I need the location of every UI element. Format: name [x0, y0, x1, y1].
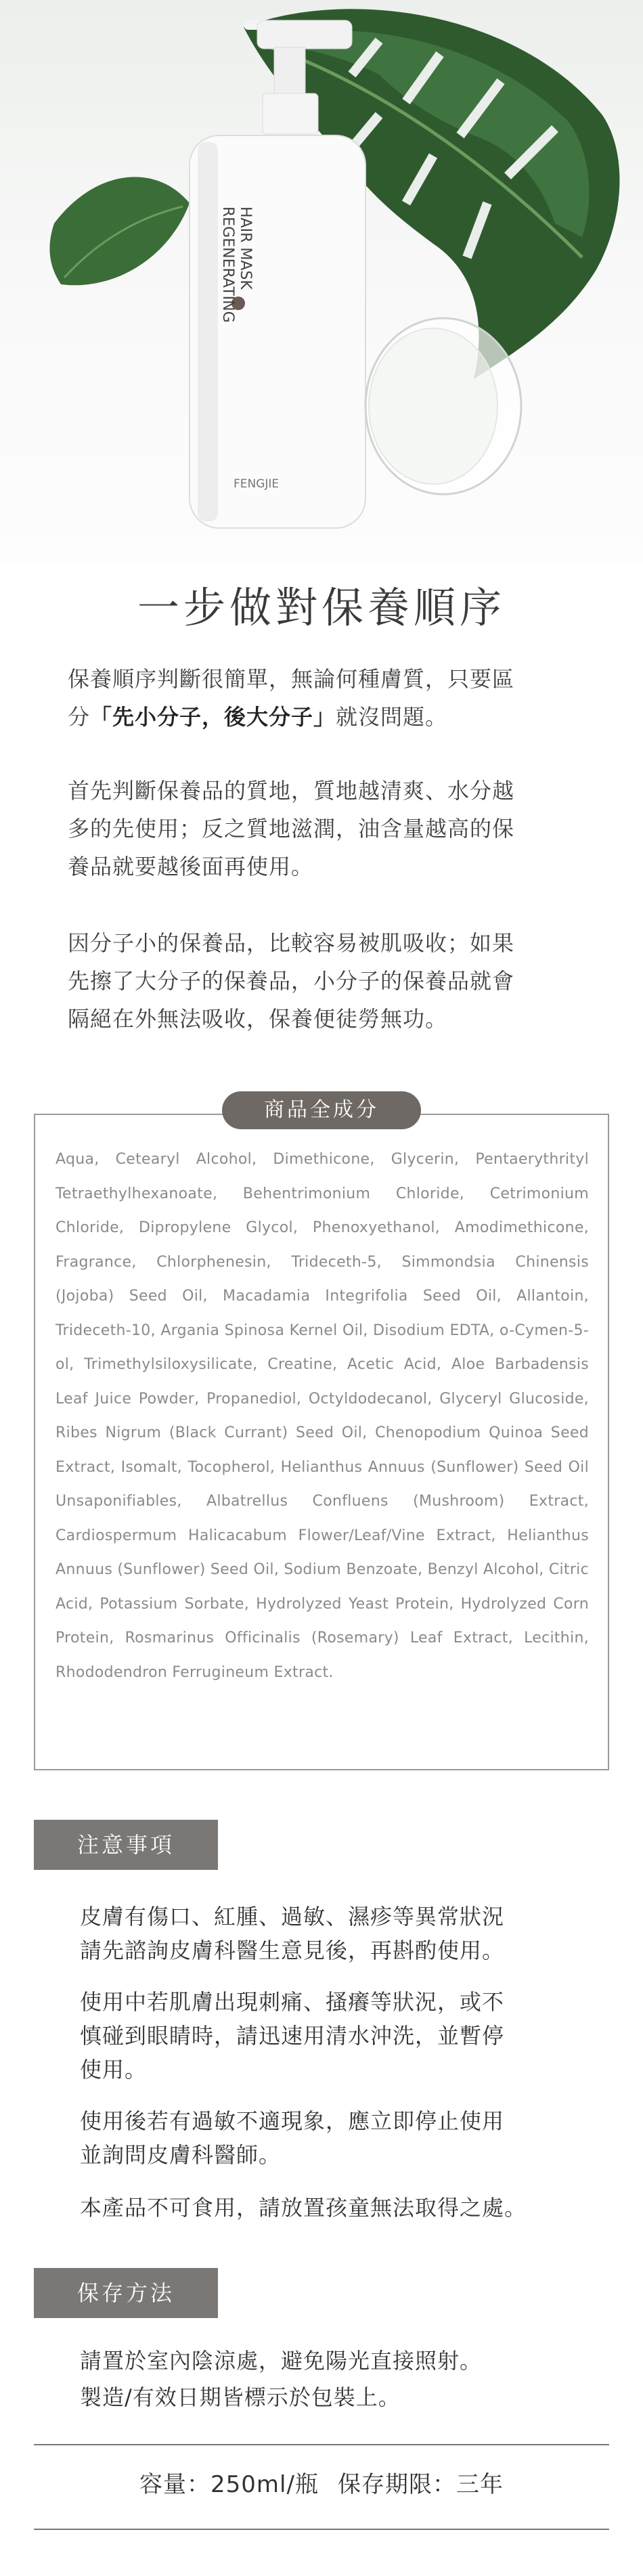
intro-paragraph	[68, 660, 582, 736]
ingredients-list: Aqua, Cetearyl Alcohol, Dimethicone, Glycerin, Pentaerythrityl Tetraethylhexanoate, Behentrimonium Chloride, Cetrimonium Chloride, Dipropylene Glycol, Phenoxyethanol, Amodimethicone, Fragrance, Chlorphenesin, Trideceth-5, Simmondsia Chinensis (Jojoba) Seed Oil, Macadamia Integrifolia Seed Oil, Allantoin, Trideceth-10, Argania Spinosa Kernel Oil, Disodium EDTA, o-Cymen-5-ol, Trimethylsiloxysilicate, Creatine, Acetic Acid, Aloe Barbadensis Leaf Juice Powder, Propanediol, Octyldodecanol, Glyceryl Glucoside, Ribes Nigrum (Black Currant) Seed Oil, Chenopodium Quinoa Seed Extract, Isomalt, Tocopherol, Helianthus Annuus (Sunflower) Seed Oil Unsaponifiables, Albatrellus Confluens (Mushroom) Extract, Cardiospermum Halicacabum Flower/Leaf/Vine Extract, Helianthus Annuus (Sunflower) Seed Oil, Sodium Benzoate, Benzyl Alcohol, Citric Acid, Potassium Sorbate, Hydrolyzed Yeast Protein, Hydrolyzed Corn Protein, Rosmarinus Officinalis (Rosemary) Leaf Extract, Lecithin, Rhododendron Ferrugineum Extract.	[56, 1151, 589, 1681]
hero-illustration	[0, 0, 643, 562]
footer-bottom-divider	[34, 2529, 609, 2530]
hero-product-photo	[0, 0, 643, 562]
capacity-text: 容量：250ml/瓶	[139, 2471, 319, 2498]
footer-top-divider	[34, 2444, 609, 2445]
ingredients-label: 商品全成分	[222, 1091, 421, 1129]
intro-line2: 分「先小分子，後大分子」就沒問題。	[68, 704, 448, 730]
storage-text: 請置於室內陰涼處，避免陽光直接照射。 製造/有效日期皆標示於包裝上。	[80, 2348, 483, 2410]
intro-line1: 保養順序判斷很簡單，無論何種膚質，只要區	[68, 666, 515, 692]
shelf-life-text: 保存期限：三年	[337, 2471, 504, 2498]
glass-disc-illustration	[365, 318, 521, 494]
product-spec-footer	[0, 2464, 643, 2505]
highlight-rule: 「先小分子，後大分子」	[90, 704, 336, 730]
caution-item: 本產品不可食用，請放置孩童無法取得之處。	[80, 2195, 527, 2221]
brand-logo-text: FENGJIE	[234, 477, 280, 491]
absorption-paragraph: 因分子小的保養品，比較容易被肌吸收；如果 先擦了大分子的保養品，小分子的保養品就會 隔絕在外無法吸收，保養便徒勞無功。	[68, 930, 515, 1032]
texture-paragraph: 首先判斷保養品的質地，質地越清爽、水分越 多的先使用；反之質地滋潤，油含量越高的保 養品就要越後面再使用。	[68, 778, 515, 879]
cautions-header: 注意事項	[34, 1820, 218, 1870]
caution-item: 皮膚有傷口、紅腫、過敏、濕疹等異常狀況 請先諮詢皮膚科醫生意見後，再斟酌使用。	[80, 1904, 505, 1963]
caution-item: 使用後若有過敏不適現象，應立即停止使用 並詢問皮膚科醫師。	[80, 2108, 505, 2168]
storage-header: 保存方法	[34, 2268, 218, 2318]
page-title: 一步做對保養順序	[137, 583, 506, 632]
caution-item: 使用中若肌膚出現刺痛、搔癢等狀況，或不 慎碰到眼睛時，請迅速用清水沖洗，並暫停 使用。	[80, 1989, 505, 2082]
bottle-line2: HAIR MASK	[237, 206, 254, 290]
bottle-line1: REGENERATING	[219, 206, 236, 323]
